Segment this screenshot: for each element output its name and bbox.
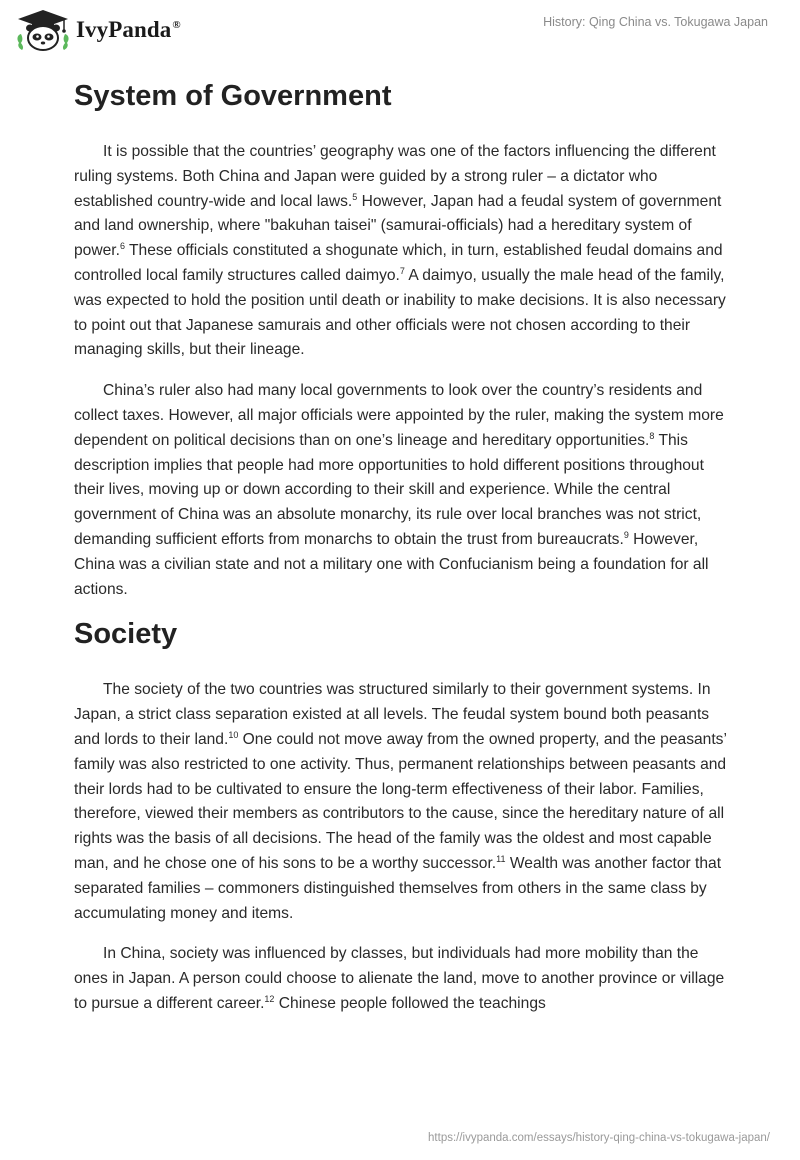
body-paragraph	[74, 379, 734, 602]
footnote-ref[interactable]: 10	[228, 729, 239, 740]
registered-mark: ®	[172, 19, 181, 32]
footnote-ref[interactable]: 8	[649, 430, 655, 441]
footnote-ref[interactable]: 7	[399, 265, 405, 276]
footnote-ref[interactable]: 9	[623, 529, 629, 540]
footnote-ref[interactable]: 12	[264, 993, 275, 1004]
body-paragraph	[74, 942, 734, 1016]
section-heading: Society	[74, 618, 178, 651]
footnote-ref[interactable]: 6	[119, 241, 125, 251]
text-run: However, China was a civilian state and not a military one with Confucianism being a foundation for all actions.	[74, 530, 709, 598]
brand-name: IvyPanda®	[76, 17, 181, 42]
text-run: A daimyo, usually the male head of the family, was expected to hold the position until death or inability to make decisions. It is also necessary to point out that Japanese samurais and other officials were not chosen according to their managing skills, but their lineage.	[74, 266, 726, 359]
footnote-ref[interactable]: 11	[496, 853, 506, 864]
page-header	[0, 0, 800, 60]
footnote-ref[interactable]: 5	[352, 191, 358, 202]
text-run: Chinese people followed the teachings	[274, 994, 546, 1012]
running-title: History: Qing China vs. Tokugawa Japan	[543, 15, 768, 29]
text-run: It is possible that the countries’ geography was one of the factors influencing the different ruling systems. Both China and Japan were guided by a strong ruler – a dictator who established country-wide and local laws.	[74, 143, 716, 210]
text-run: The society of the two countries was structured similarly to their government systems. In Japan, a strict class separation existed at all levels. The feudal system bound both peasants and lords to their land.	[74, 681, 711, 748]
ivypanda-logo[interactable]	[14, 8, 181, 52]
text-run: One could not move away from the owned property, and the peasants’ family was also restricted to one activity. Thus, permanent relationships between peasants and their lords had to be cultivated to ensure the long-term effectiveness of their labor. Families, therefore, viewed their members as contributors to the cause, since the hereditary nature of all rights was the basis of all decisions. The head of the family was the oldest and most capable man, and he chose one of his sons to be a worthy successor.	[74, 730, 727, 872]
body-paragraph	[74, 678, 734, 926]
text-run: These officials constituted a shogunate which, in turn, established feudal domains and controlled local family structures called daimyo.	[74, 242, 723, 284]
section-heading: System of Government	[74, 80, 392, 112]
text-run: This description implies that people had more opportunities to hold different positions throughout their lives, moving up or down according to their skill and experience. While the central government of China was an absolute monarchy, its rule over local branches was not strict, demanding sufficient efforts from monarchs to obtain the trust from bureaucrats.	[74, 431, 704, 548]
body-paragraph	[74, 140, 734, 363]
panda-graduation-icon	[14, 8, 72, 52]
text-run: In China, society was influenced by classes, but individuals had more mobility than the ones in Japan. A person could choose to alienate the land, move to another province or village to pursue a different career.	[74, 945, 725, 1012]
text-run: However, Japan had a feudal system of government and land ownership, where "bakuhan taisei" (samurai-officials) had a hereditary system of power.	[74, 192, 722, 260]
text-run: Wealth was another factor that separated families – commoners distinguished themselves from others in the same class by accumulating money and items.	[74, 854, 722, 922]
essay-body	[74, 70, 734, 1017]
footer-url[interactable]: https://ivypanda.com/essays/history-qing-china-vs-tokugawa-japan/	[428, 1132, 770, 1144]
text-run: China’s ruler also had many local governments to look over the country’s residents and collect taxes. However, all major officials were appointed by the ruler, making the system more dependent on political decisions than on one’s lineage and hereditary opportunities.	[74, 382, 724, 449]
